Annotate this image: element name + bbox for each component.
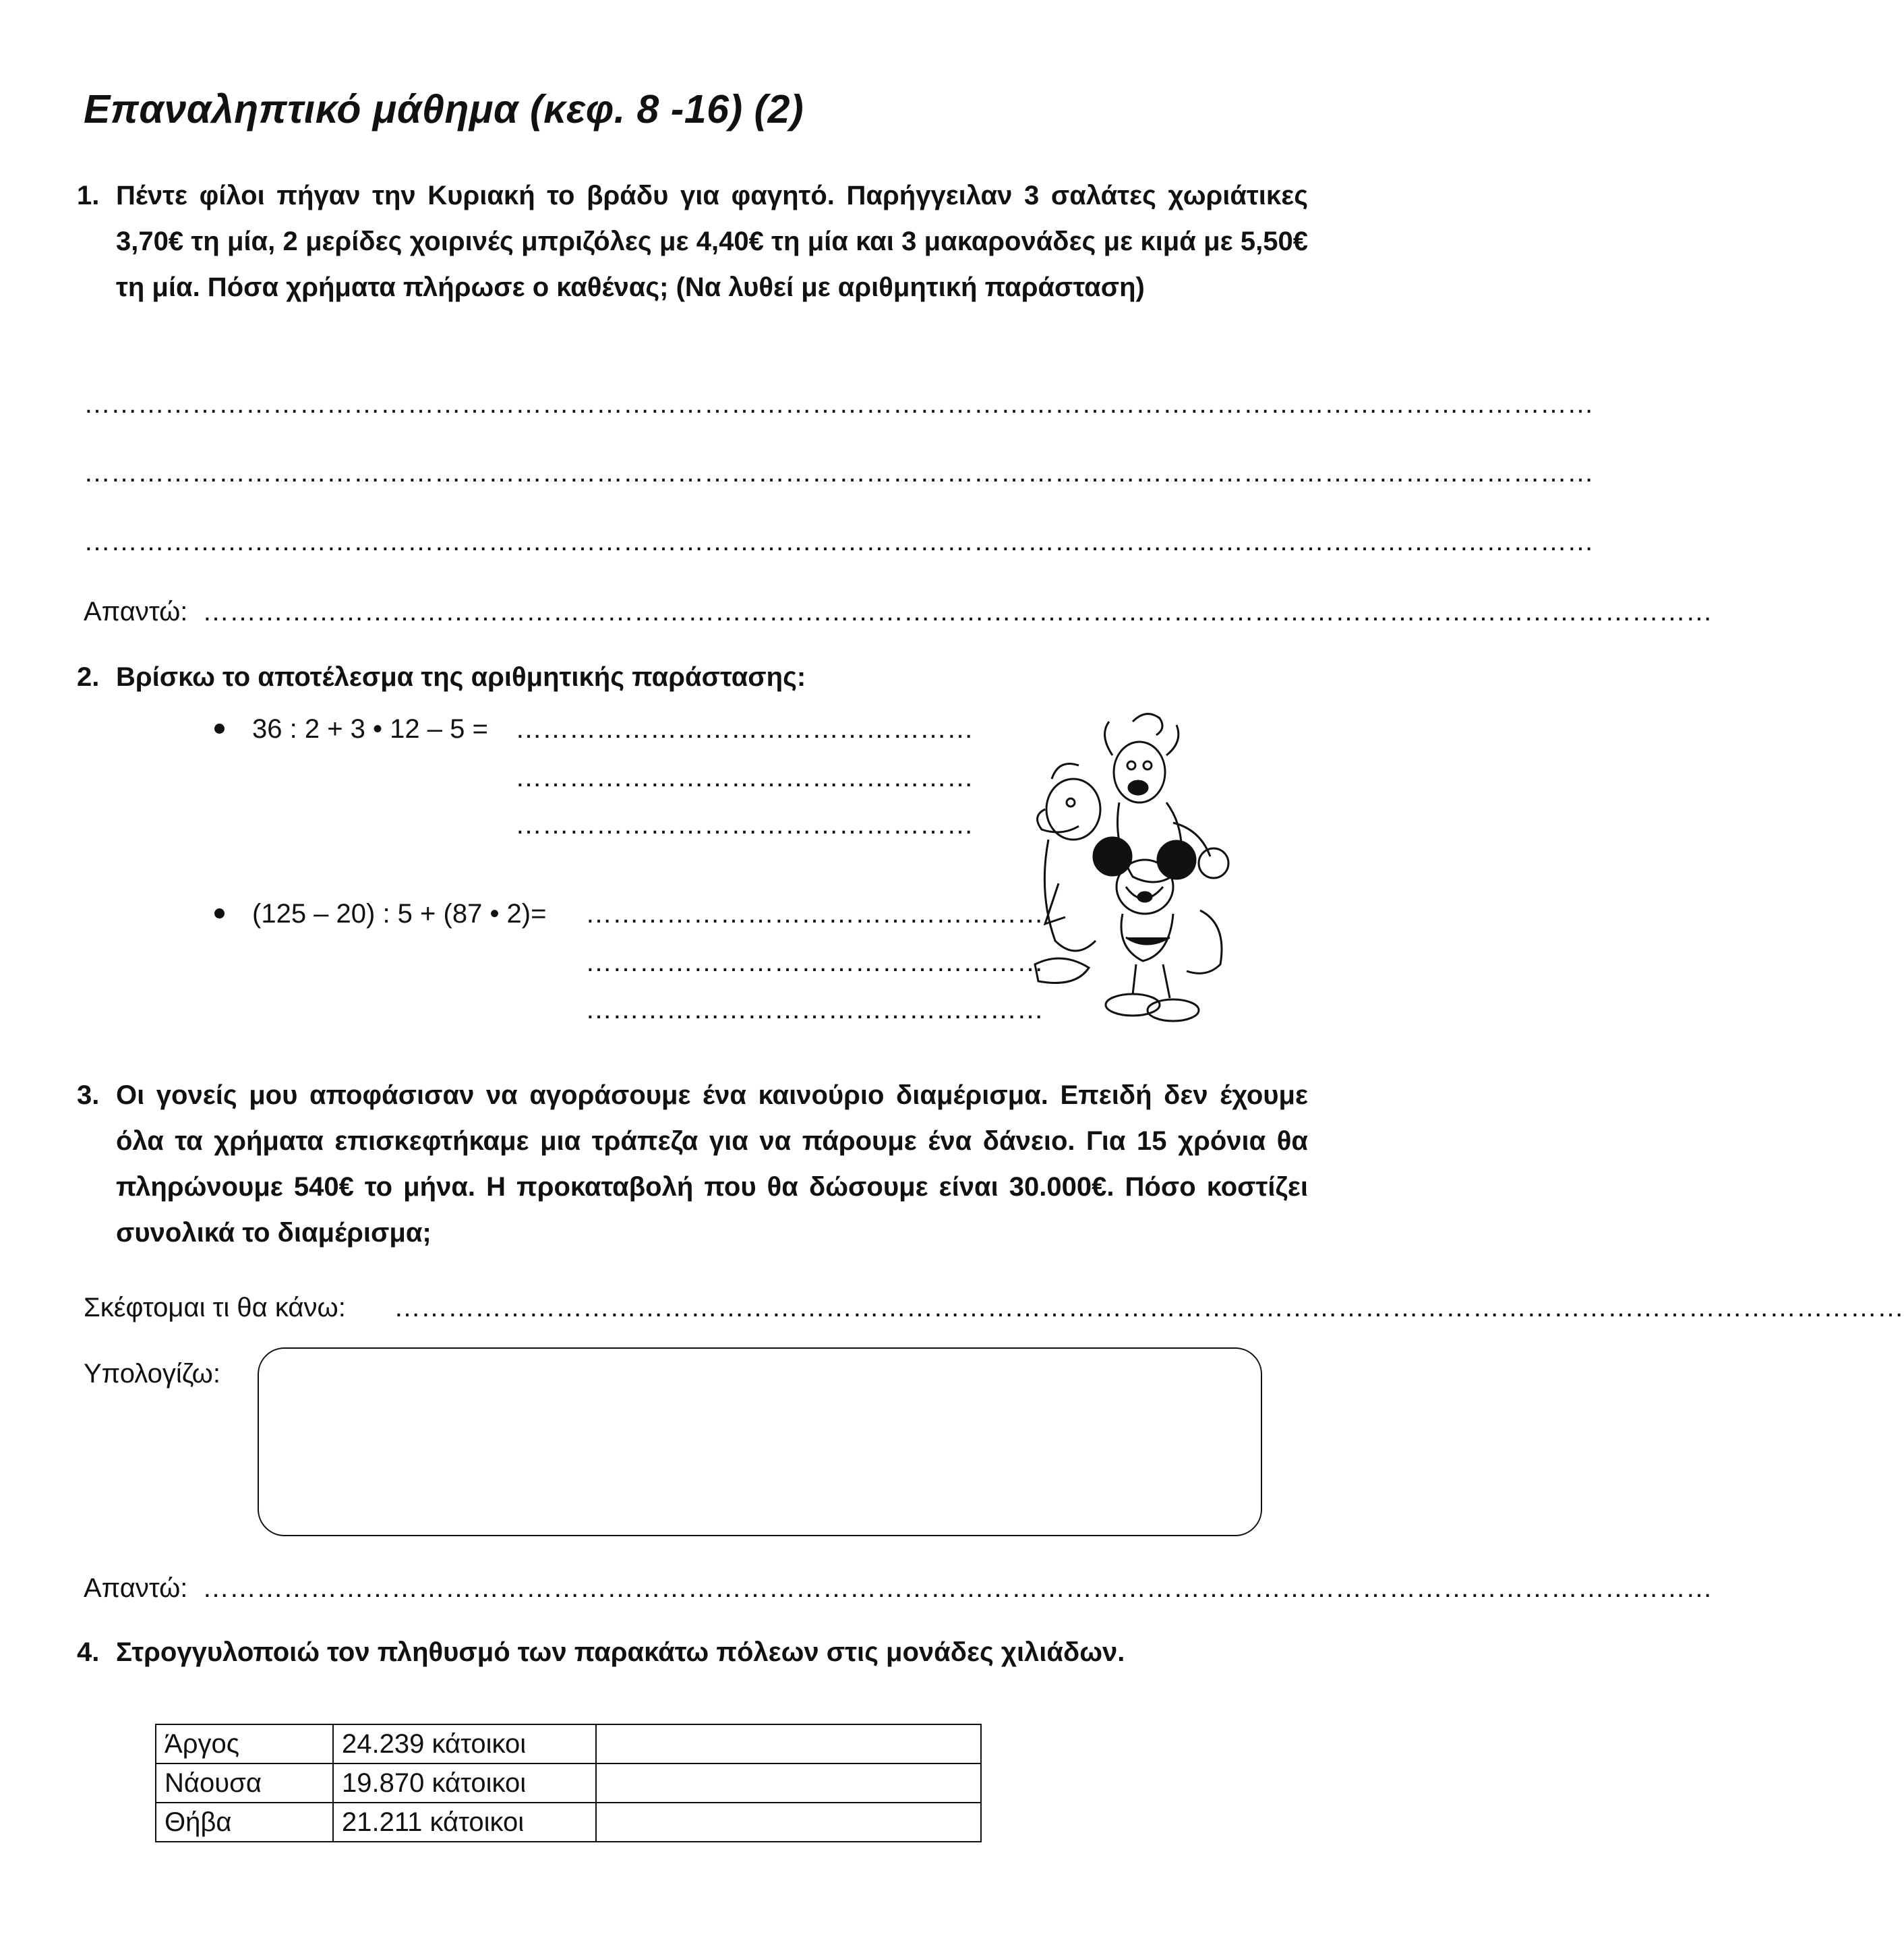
city-cell: Νάουσα bbox=[156, 1763, 333, 1803]
q2-expression-2: (125 – 20) : 5 + (87 • 2)= bbox=[252, 899, 547, 929]
city-cell: Άργος bbox=[156, 1724, 333, 1763]
table-row bbox=[156, 1803, 981, 1842]
q1-text: Πέντε φίλοι πήγαν την Κυριακή το βράδυ για φαγητό. Παρήγγειλαν 3 σαλάτες χωριάτικες 3,70€ τη μία, 2 μερίδες χοιρινές μπριζόλες με 4,40€ τη μία και 3 μακαρονάδες με κιμά με 5,50€ τη μία. Πόσα χρήματα πλήρωσε ο καθένας; (Να λυθεί με αριθμητική παράσταση) bbox=[116, 181, 1308, 302]
rounded-answer-cell[interactable] bbox=[596, 1803, 981, 1842]
q3-answer-field[interactable]: …………………………………………………………………………………………………………………………………………………… bbox=[202, 1573, 1713, 1603]
bullet-icon bbox=[214, 908, 225, 919]
population-cell: 24.239 κάτοικοι bbox=[333, 1724, 596, 1763]
q3-answer-label: Απαντώ: bbox=[84, 1573, 188, 1603]
rounded-answer-cell[interactable] bbox=[596, 1763, 981, 1803]
q3-number: 3. bbox=[77, 1080, 100, 1110]
q2-expr1-line-3[interactable]: …………………………………………… bbox=[515, 810, 974, 840]
cartoon-characters-illustration bbox=[1032, 708, 1247, 1032]
population-table bbox=[155, 1724, 982, 1842]
q2-expression-1: 36 : 2 + 3 • 12 – 5 = bbox=[252, 714, 488, 744]
q1-answer-line-2[interactable]: …………………………………………………………………………………………………………………………………………………… bbox=[84, 458, 1594, 488]
q2-expr1-line-2[interactable]: …………………………………………… bbox=[515, 763, 974, 792]
q1-answer-line-1[interactable]: …………………………………………………………………………………………………………………………………………………… bbox=[84, 389, 1594, 419]
bullet-icon bbox=[214, 724, 225, 734]
q3-text: Οι γονείς μου αποφάσισαν να αγοράσουμε ένα καινούριο διαμέρισμα. Επειδή δεν έχουμε όλα τα χρήματα επισκεφτήκαμε μια τράπεζα για να πάρουμε ένα δάνειο. Για 15 χρόνια θα πληρώνουμε 540€ το μήνα. Η προκαταβολή που θα δώσουμε είναι 30.000€. Πόσο κοστίζει συνολικά το διαμέρισμα; bbox=[116, 1080, 1308, 1248]
q2-text: Βρίσκω το αποτέλεσμα της αριθμητικής παράστασης: bbox=[116, 662, 806, 692]
q2-expr2-line-1[interactable]: …………………………………………… bbox=[585, 899, 1044, 929]
q2-expr1-line-1[interactable]: …………………………………………… bbox=[515, 714, 974, 744]
q3-calc-box[interactable] bbox=[258, 1347, 1262, 1536]
q1-number: 1. bbox=[77, 181, 100, 210]
table-row bbox=[156, 1724, 981, 1763]
population-cell: 21.211 κάτοικοι bbox=[333, 1803, 596, 1842]
q4-number: 4. bbox=[77, 1637, 100, 1667]
q2-expr2-line-2[interactable]: …………………………………………… bbox=[585, 948, 1044, 977]
q1-answer-field[interactable]: …………………………………………………………………………………………………………………………………………………… bbox=[202, 597, 1713, 626]
rounded-answer-cell[interactable] bbox=[596, 1724, 981, 1763]
city-cell: Θήβα bbox=[156, 1803, 333, 1842]
q2-number: 2. bbox=[77, 662, 100, 692]
q4-text: Στρογγυλοποιώ τον πληθυσμό των παρακάτω πόλεων στις μονάδες χιλιάδων. bbox=[116, 1637, 1125, 1667]
page-title: Επαναληπτικό μάθημα (κεφ. 8 -16) (2) bbox=[84, 87, 804, 132]
q2-expr2-line-3[interactable]: …………………………………………… bbox=[585, 995, 1044, 1024]
q3-calc-label: Υπολογίζω: bbox=[84, 1359, 221, 1389]
q3-think-field[interactable]: …………………………………………………………………………………………………………………………………………………… bbox=[394, 1293, 1904, 1322]
population-cell: 19.870 κάτοικοι bbox=[333, 1763, 596, 1803]
q3-think-label: Σκέφτομαι τι θα κάνω: bbox=[84, 1293, 346, 1322]
table-row bbox=[156, 1763, 981, 1803]
q1-answer-line-3[interactable]: …………………………………………………………………………………………………………………………………………………… bbox=[84, 527, 1594, 556]
q1-answer-label: Απαντώ: bbox=[84, 597, 188, 626]
